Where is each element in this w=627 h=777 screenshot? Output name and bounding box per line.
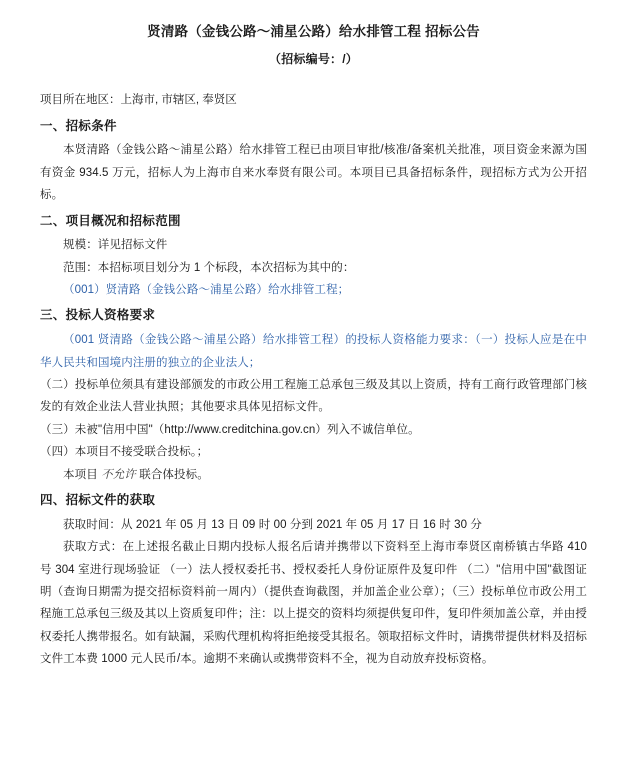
section-4-paragraph-1: 获取时间：从 2021 年 05 月 13 日 09 时 00 分到 2021 年 05 月 17 日 16 时 30 分 [63,518,482,531]
section-3-paragraph-1[interactable]: （001 贤清路（金钱公路～浦星公路）给水排管工程）的投标人资格能力要求：（一）投标人应是在中华人民共和国境内注册的独立的企业法人； [40,334,587,369]
section-heading-2: 二、项目概况和招标范围 [40,213,181,228]
section-3-paragraph-2: （二）投标单位须具有建设部颁发的市政公用工程施工总承包三级及其以上资质，持有工商行政管理部门核发的有效企业法人营业执照；其他要求具体见招标文件。 [40,378,587,414]
section-4-paragraph-2: 获取方式：在上述报名截止日期内投标人报名后请并携带以下资料至上海市奉贤区南桥镇古华路 410 号 304 室进行现场验证 （一）法人授权委托书、授权委托人身份证原件及复印件 （二）"信用中国"截图证明（查询日期需为提交招标资料前一周内）（提供查询截图，并加盖企业公章）；（三）投标单位市政公用工程施工总承包三级及其以上资质复印件；注：以上提交的资料均须提供复印件，复印件须加盖公章，并由授权委托人携带报名。如有缺漏，采购代理机构将拒绝接受其报名。领取招标文件时，请携带提供材料及招标文件工本费 1000 元人民币/本。逾期不来确认或携带资料不全，视为自动放弃投标资格。 [40,541,587,666]
section-2-paragraph-1: 规模：详见招标文件 [63,239,168,252]
section-1-paragraph-1: 本贤清路（金钱公路～浦星公路）给水排管工程已由项目审批/核准/备案机关批准，项目资金来源为国有资金 934.5 万元，招标人为上海市自来水奉贤有限公司。本项目已具备招标条件，现招标方式为公开招标。 [40,144,587,202]
section-2-paragraph-2: 范围：本招标项目划分为 1 个标段，本次招标为其中的： [63,261,355,274]
project-location-label: 项目所在地区： [40,94,121,107]
project-location-line [40,89,587,111]
bid-number-subtitle: （招标编号：/） [269,52,358,67]
joint-bid-restriction-emphasis: 不允许 [101,468,136,481]
section-heading-4: 四、招标文件的获取 [40,493,156,508]
document-body [40,89,587,670]
section-3-paragraph-4: （四）本项目不接受联合投标。； [40,446,209,459]
section-2-lot-link[interactable]: （001）贤清路（金钱公路～浦星公路）给水排管工程； [63,284,350,297]
section-heading-3: 三、投标人资格要求 [40,308,156,323]
project-location-value: 上海市, 市辖区, 奉贤区 [120,94,237,107]
page-title: 贤清路（金钱公路～浦星公路）给水排管工程 招标公告 [147,24,480,39]
section-3-paragraph-3: （三）未被"信用中国"（http://www.creditchina.gov.cn）列入不诚信单位。 [40,423,420,436]
section-heading-1: 一、招标条件 [40,118,117,133]
section-3-paragraph-5: 本项目 不允许 联合体投标。 [63,468,209,481]
